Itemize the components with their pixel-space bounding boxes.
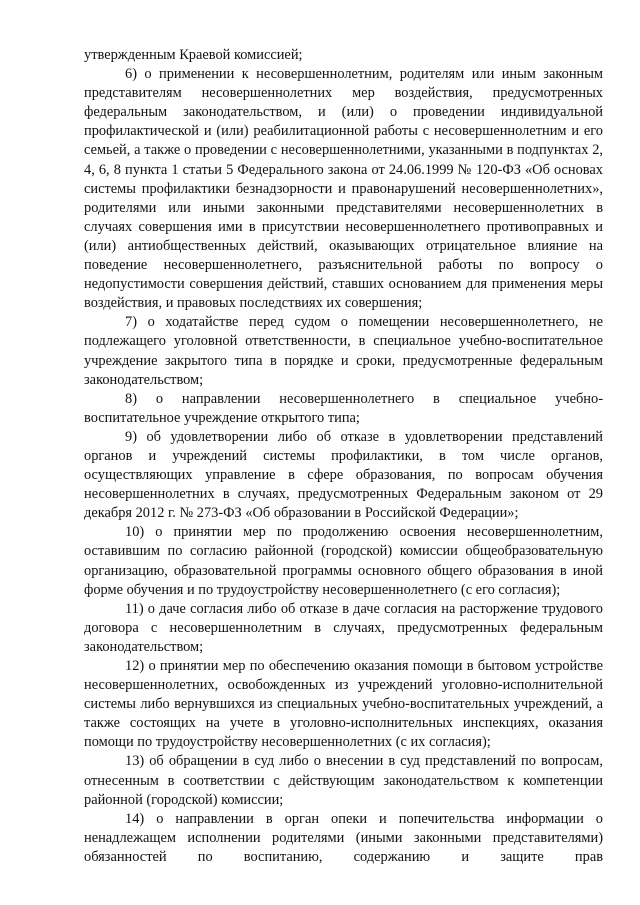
paragraph-item-10: 10) о принятии мер по продолжению освоения несовершеннолетним, оставившим по согласию районной (городской) комиссии общеобразовательную организацию, образовательной программы основного общего образования в иной форме обучения и по трудоустройству несовершеннолетнего (с его согласия); bbox=[84, 524, 603, 598]
paragraph-item-8: 8) о направлении несовершеннолетнего в специальное учебно-воспитательное учреждение открытого типа; bbox=[84, 390, 603, 426]
paragraph-item-14: 14) о направлении в орган опеки и попечительства информации о ненадлежащем исполнении родителями (иными законными представителями) обязанностей по воспитанию, содержанию и защите прав bbox=[84, 810, 603, 865]
paragraph-continuation: утвержденным Краевой комиссией; bbox=[84, 47, 303, 63]
paragraph-item-9: 9) об удовлетворении либо об отказе в удовлетворении представлений органов и учреждений системы профилактики, в том числе органов, осуществляющих управление в сфере образования, по вопросам обучения несовершеннолетних в случаях, предусмотренных Федеральным законом от 29 декабря 2012 г. № 273-ФЗ «Об образовании в Российской Федерации»; bbox=[84, 428, 603, 522]
paragraph-item-11: 11) о даче согласия либо об отказе в даче согласия на расторжение трудового договора с несовершеннолетним в случаях, предусмотренных федеральным законодательством; bbox=[84, 600, 603, 655]
paragraph-item-13: 13) об обращении в суд либо о внесении в суд представлений по вопросам, отнесенным в соответствии с действующим законодательством к компетенции районной (городской) комиссии; bbox=[84, 753, 603, 808]
paragraph-item-7: 7) о ходатайстве перед судом о помещении несовершеннолетнего, не подлежащего уголовной ответственности, в специальное учебно-воспитательное учреждение закрытого типа в порядке и сроки, предусмотренные федеральным законодательством; bbox=[84, 314, 603, 388]
paragraph-item-12: 12) о принятии мер по обеспечению оказания помощи в бытовом устройстве несовершеннолетних, освобожденных из учреждений уголовно-исполнительной системы либо вернувшихся из специальных учебно-воспитательных учреждений, а также состоящих на учете в уголовно-исполнительных инспекциях, оказания помощи по трудоустройству несовершеннолетних (с их согласия); bbox=[84, 658, 603, 751]
paragraph-item-6: 6) о применении к несовершеннолетним, родителям или иным законным представителям несовершеннолетних мер воздействия, предусмотренных федеральным законодательством, и (или) о проведении индивидуальной профилактической и (или) реабилитационной работы с несовершеннолетним и его семьей, а также о проведении с несовершеннолетними, указанными в подпунктах 2, 4, 6, 8 пункта 1 статьи 5 Федерального закона от 24.06.1999 № 120-ФЗ «Об основах системы профилактики безнадзорности и правонарушений несовершеннолетних», родителями или иными законными представителями несовершеннолетних в случаях совершения ими в присутствии несовершеннолетнего противоправных и (или) антиобщественных действий, оказывающих отрицательное влияние на поведение несовершеннолетнего, разъяснительной работы по вопросу о недопустимости совершения действий, ставших основанием для применения меры воздействия, и правовых последствиях их совершения; bbox=[84, 66, 603, 312]
document-page bbox=[84, 46, 603, 867]
